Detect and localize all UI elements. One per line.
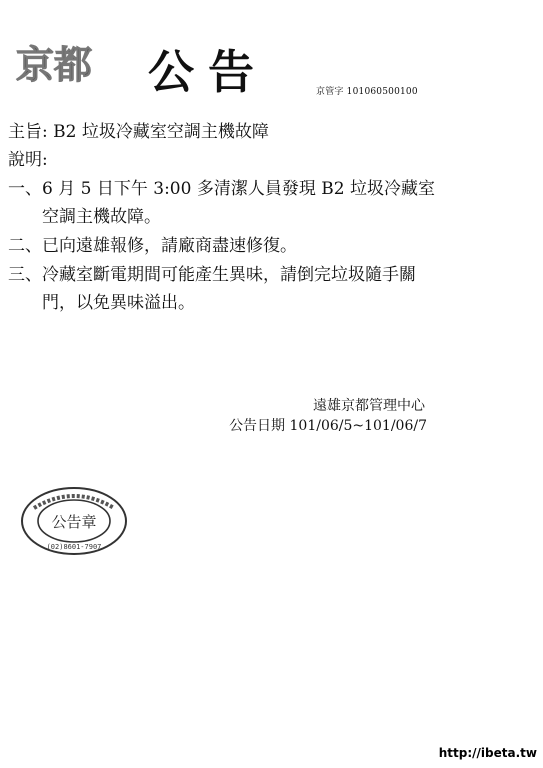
item-2-line-1: 二、已向遠雄報修，請廠商盡速修復。	[8, 236, 297, 256]
svg-text:京都: 京都	[16, 42, 93, 87]
item-1-line-1: 一、6 月 5 日下午 3:00 多清潔人員發現 B2 垃圾冷藏室	[8, 179, 435, 199]
svg-text:(02)8601-7907: (02)8601-7907	[46, 543, 102, 551]
subject-line: 主旨: B2 垃圾冷藏室空調主機故障	[8, 122, 269, 142]
signature-org: 遠雄京都管理中心	[313, 398, 425, 414]
kyoto-logo	[14, 38, 120, 88]
item-3-line-1: 三、冷藏室斷電期間可能產生異味，請倒完垃圾隨手關	[8, 265, 416, 285]
site-watermark: http://ibeta.tw	[438, 746, 537, 760]
explain-label: 說明:	[8, 150, 48, 170]
notice-title: 公告	[148, 45, 268, 99]
item-1-line-2: 空調主機故障。	[42, 207, 161, 227]
document-number: 京管字 101060500100	[316, 87, 418, 97]
official-seal-stamp	[20, 486, 128, 556]
svg-text:公告章: 公告章	[51, 513, 97, 531]
announcement-date: 公告日期 101/06/5~101/06/7	[229, 418, 427, 434]
item-3-line-2: 門，以免異味溢出。	[42, 293, 195, 313]
